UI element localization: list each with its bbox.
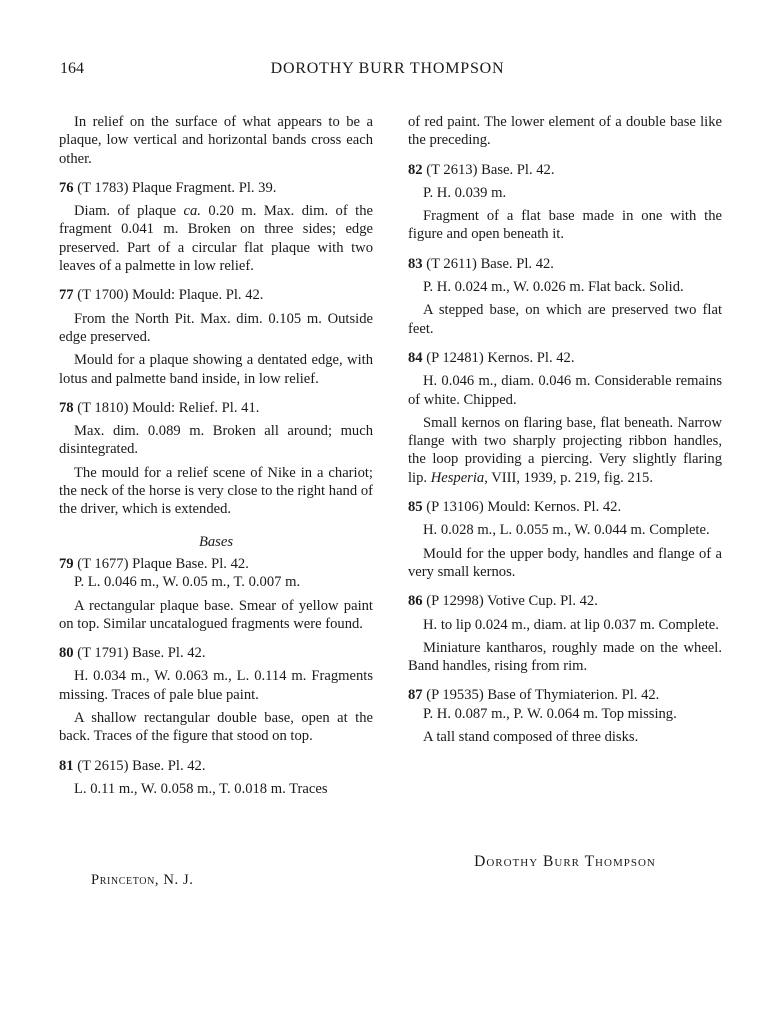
catalogue-entry-78 bbox=[59, 399, 373, 519]
entry-number: 81 bbox=[59, 757, 74, 774]
entry-number: 78 bbox=[59, 399, 74, 416]
entry-title: (P 12481) Kernos. Pl. 42. bbox=[426, 349, 575, 366]
entry-dimensions: P. L. 0.046 m., W. 0.05 m., T. 0.007 m. bbox=[74, 574, 301, 591]
entry-heading bbox=[59, 644, 373, 662]
catalogue-entry-76 bbox=[59, 179, 373, 275]
text-fragment: 0.20 m. Max. dim. of the fragment 0.041 m. Broken on three sides; edge preserved. Part of a circular flat plaque with two leaves of a palmette in low relief. bbox=[59, 203, 373, 275]
entry-dimensions: H. 0.046 m., diam. 0.046 m. Considerable remains of white. Chipped. bbox=[408, 373, 722, 408]
signature-place: Princeton, N. J. bbox=[91, 872, 194, 888]
entry-description bbox=[59, 202, 373, 275]
catalogue-entry-81 bbox=[59, 757, 373, 799]
entry-heading bbox=[408, 498, 722, 516]
entry-heading bbox=[408, 161, 722, 179]
page-header bbox=[0, 60, 775, 84]
entry-title: (T 1677) Plaque Base. Pl. 42. bbox=[77, 555, 249, 572]
text-fragment: Diam. of plaque bbox=[74, 203, 184, 220]
right-column bbox=[408, 113, 722, 746]
entry-number: 85 bbox=[408, 499, 423, 516]
entry-heading bbox=[408, 592, 722, 610]
entry-heading bbox=[59, 757, 373, 775]
catalogue-entry-87 bbox=[408, 686, 722, 746]
running-head: DOROTHY BURR THOMPSON bbox=[270, 60, 505, 77]
left-column bbox=[59, 113, 373, 798]
entry-description: Mould for a plaque showing a dentated edge, with lotus and palmette band inside, in low relief. bbox=[59, 352, 373, 387]
entry-title: (T 1791) Base. Pl. 42. bbox=[77, 645, 206, 662]
entry-number: 82 bbox=[408, 161, 423, 178]
entry-number: 80 bbox=[59, 645, 74, 662]
journal-title: Hesperia bbox=[430, 469, 485, 486]
entry-number: 87 bbox=[408, 687, 423, 704]
text-fragment: , VIII, 1939, p. 219, fig. 215. bbox=[484, 469, 653, 486]
catalogue-entry-82 bbox=[408, 161, 722, 244]
signature-author: Dorothy Burr Thompson bbox=[474, 853, 656, 870]
entry-title: (T 1700) Mould: Plaque. Pl. 42. bbox=[77, 287, 264, 304]
catalogue-entry-85 bbox=[408, 498, 722, 581]
entry-dimensions: P. H. 0.024 m., W. 0.026 m. Flat back. Solid. bbox=[423, 279, 684, 296]
entry-heading bbox=[59, 286, 373, 304]
entry-number: 77 bbox=[59, 287, 74, 304]
entry-title: (T 2615) Base. Pl. 42. bbox=[77, 757, 206, 774]
entry-dimensions: P. H. 0.087 m., P. W. 0.064 m. Top missing. bbox=[423, 705, 677, 722]
entry-title: (P 13106) Mould: Kernos. Pl. 42. bbox=[426, 499, 622, 516]
entry-dimensions: L. 0.11 m., W. 0.058 m., T. 0.018 m. Traces bbox=[74, 780, 328, 797]
catalogue-entry-83 bbox=[408, 255, 722, 338]
entry-number: 79 bbox=[59, 555, 74, 572]
entry-description: A tall stand composed of three disks. bbox=[423, 729, 639, 746]
entry-dimensions: H. 0.028 m., L. 0.055 m., W. 0.044 m. Complete. bbox=[423, 522, 710, 539]
entry-title: (T 2613) Base. Pl. 42. bbox=[426, 161, 555, 178]
entry-number: 84 bbox=[408, 349, 423, 366]
entry-description: The mould for a relief scene of Nike in a chariot; the neck of the horse is very close to the right hand of the driver, which is extended. bbox=[59, 464, 373, 518]
entry-title: (T 1783) Plaque Fragment. Pl. 39. bbox=[77, 179, 277, 196]
entry-heading bbox=[408, 686, 722, 704]
entry-title: (P 19535) Base of Thymiaterion. Pl. 42. bbox=[426, 687, 660, 704]
entry-dimensions: P. H. 0.039 m. bbox=[423, 184, 507, 201]
page-number: 164 bbox=[60, 60, 84, 77]
entry-heading bbox=[59, 555, 373, 573]
entry-description: A stepped base, on which are preserved two flat feet. bbox=[408, 302, 722, 337]
entry-heading bbox=[59, 399, 373, 417]
entry-dimensions: H. 0.034 m., W. 0.063 m., L. 0.114 m. Fragments missing. Traces of pale blue paint. bbox=[59, 668, 373, 703]
catalogue-entry-86 bbox=[408, 592, 722, 675]
entry-heading bbox=[59, 179, 373, 197]
entry-number: 76 bbox=[59, 179, 74, 196]
entry-dimensions: From the North Pit. Max. dim. 0.105 m. Outside edge preserved. bbox=[59, 310, 373, 345]
catalogue-entry-77 bbox=[59, 286, 373, 387]
entry-title: (T 1810) Mould: Relief. Pl. 41. bbox=[77, 399, 260, 416]
entry-number: 83 bbox=[408, 255, 423, 272]
circa-abbrev: ca. bbox=[183, 203, 201, 220]
entry-description bbox=[408, 414, 722, 487]
entry-number: 86 bbox=[408, 593, 423, 610]
entry-heading bbox=[408, 349, 722, 367]
continuation-paragraph: of red paint. The lower element of a double base like the preceding. bbox=[408, 114, 722, 149]
entry-title: (P 12998) Votive Cup. Pl. 42. bbox=[426, 593, 598, 610]
entry-description: Fragment of a flat base made in one with the figure and open beneath it. bbox=[408, 208, 722, 243]
entry-dimensions: H. to lip 0.024 m., diam. at lip 0.037 m. Complete. bbox=[423, 616, 719, 633]
entry-description: Miniature kantharos, roughly made on the wheel. Band handles, rising from rim. bbox=[408, 639, 722, 675]
catalogue-entry-84 bbox=[408, 349, 722, 487]
entry-dimensions: Max. dim. 0.089 m. Broken all around; much disintegrated. bbox=[59, 423, 373, 458]
entry-description: A rectangular plaque base. Smear of yellow paint on top. Similar uncatalogued fragments were found. bbox=[59, 597, 373, 632]
catalogue-entry-79 bbox=[59, 555, 373, 633]
catalogue-entry-80 bbox=[59, 644, 373, 745]
section-title-bases: Bases bbox=[198, 533, 234, 550]
text-fragment: Small kernos on flaring base, flat beneath. Narrow flange with two sharply projecting ribbon handles, the loop providing a piercing. Very slightly flaring lip. bbox=[408, 414, 722, 486]
entry-description: A shallow rectangular double base, open at the back. Traces of the figure that stood on top. bbox=[59, 710, 373, 745]
entry-description: Mould for the upper body, handles and flange of a very small kernos. bbox=[408, 545, 722, 580]
entry-title: (T 2611) Base. Pl. 42. bbox=[426, 255, 554, 272]
entry-heading bbox=[408, 255, 722, 273]
intro-paragraph: In relief on the surface of what appears to be a plaque, low vertical and horizontal bands cross each other. bbox=[59, 114, 373, 167]
